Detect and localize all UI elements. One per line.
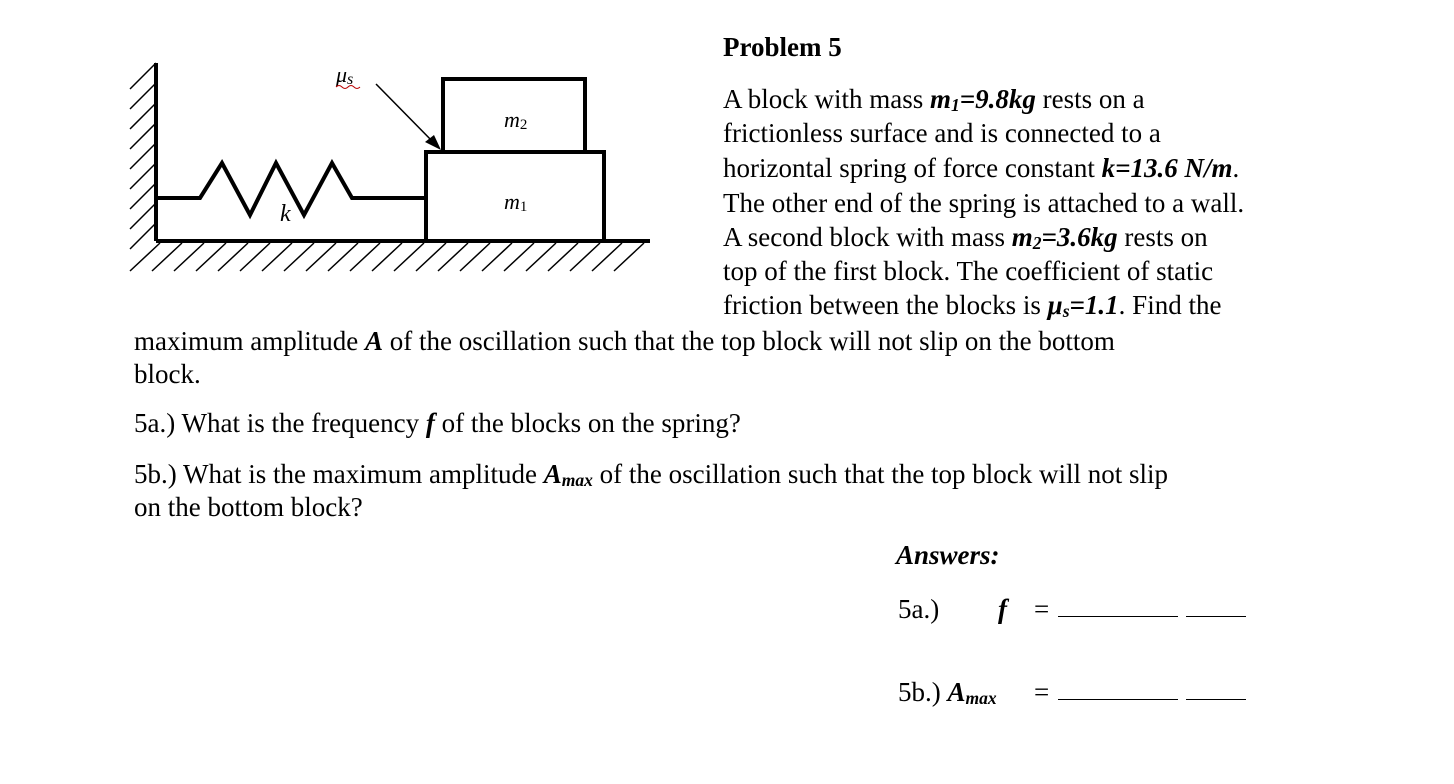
friction-arrow [376,84,436,145]
mass-label-m1: m1 [504,189,528,215]
floor-hatching [130,243,644,271]
spring-constant-label: k [280,201,291,227]
physics-diagram [120,55,660,285]
text-segment: rests on a [1035,84,1145,114]
answer-5b-equals: = [1034,677,1050,707]
answer-amax-symbol: $A_{max}$ [947,677,997,709]
answers-heading: Answers: [896,540,1000,570]
wall-hatching [130,63,156,249]
answer-5a-equals: = [1034,594,1050,624]
floor [130,241,650,271]
question-5a: 5a.) What is the frequency f of the blocks on the spring? [134,408,741,438]
friction-coefficient-label: μs [336,62,354,88]
problem-line-9: block. [134,359,201,389]
problem-line-5: A second block with mass $m_2=3.6kg$ rests on [723,222,1208,254]
question-5b-cont: on the bottom block? [134,492,363,522]
answer-5a-symbol: f [998,594,1007,624]
problem-line-3: horizontal spring of force constant k=13.6 N/m. [723,153,1240,183]
mass-label-m2: m2 [504,107,528,133]
problem-title: Problem 5 [723,32,842,62]
spring [156,163,426,215]
problem-line-6: top of the first block. The coefficient of static [723,256,1214,286]
amplitude-symbol: A [364,326,383,356]
problem-line-1 [723,82,1145,116]
text-segment: A block with mass [723,84,930,114]
answer-5a-blank[interactable] [1058,607,1246,625]
k-value: k=13.6 N/m [1101,153,1233,183]
m1-symbol: $m_1=9.8kg$ [930,84,1036,116]
m2-symbol: $m_2=3.6kg$ [1011,222,1118,254]
problem-line-4: The other end of the spring is attached to a wall. [723,188,1245,218]
answer-5b-label: 5b.) $A_{max}$ [898,677,997,709]
mu-symbol: $\mu_s=1.1$ [1047,290,1119,322]
frequency-symbol: f [425,408,435,438]
amax-symbol: $A_{max}$ [543,459,593,491]
answer-5a-label: 5a.) [898,594,940,624]
answer-5b-blank[interactable] [1058,690,1246,708]
problem-line-7: friction between the blocks is $\mu_s=1.1$. Find the [723,290,1222,322]
wall [130,63,156,249]
problem-line-2: frictionless surface and is connected to a [723,118,1161,148]
problem-line-8: maximum amplitude A of the oscillation such that the top block will not slip on the bottom [134,326,1115,356]
question-5b: 5b.) What is the maximum amplitude $A_{max}$ of the oscillation such that the top block will not slip [134,459,1169,491]
